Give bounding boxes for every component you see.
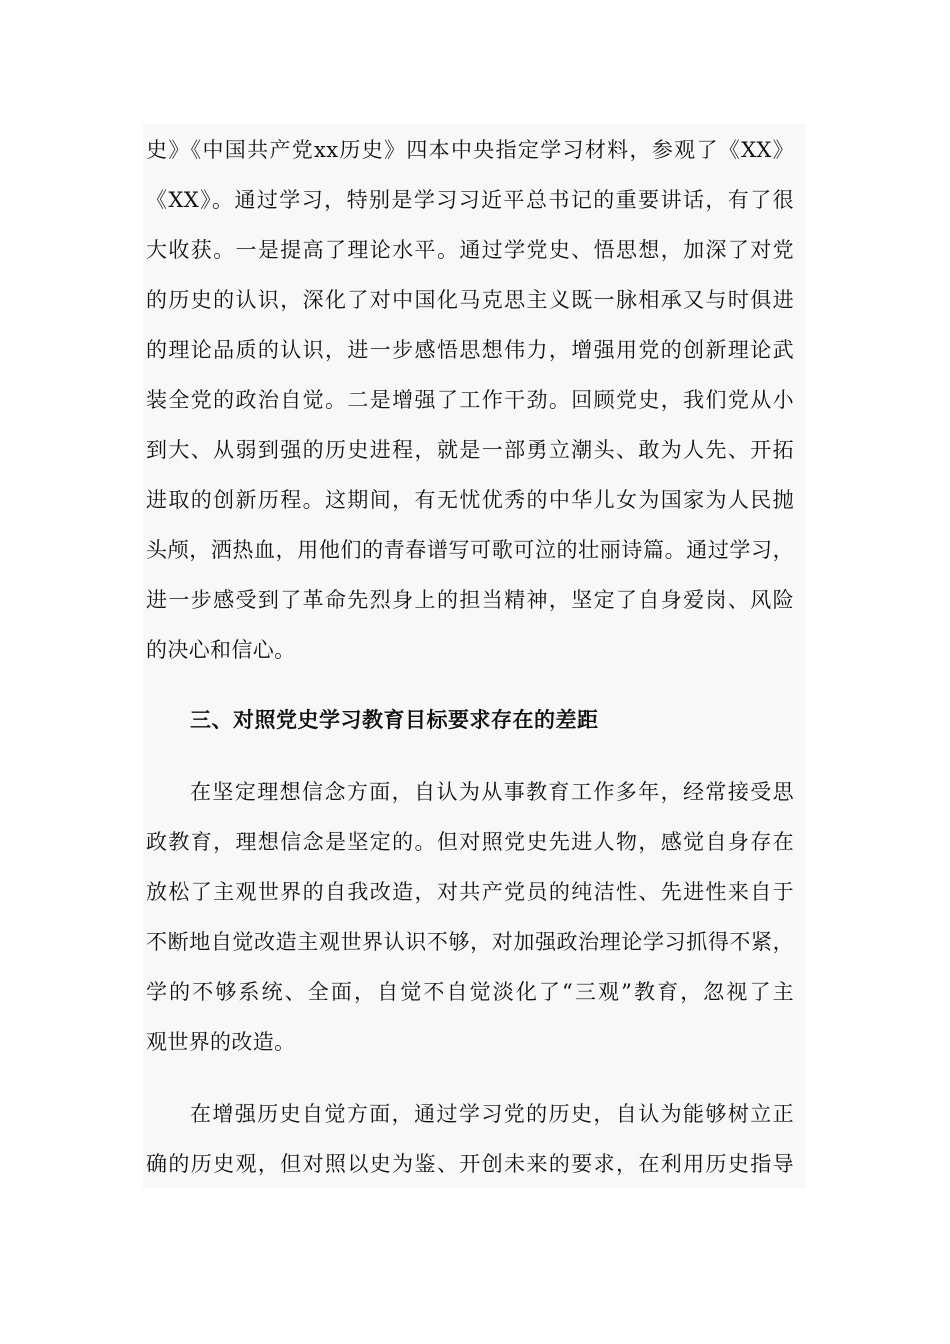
paragraph-3-line-1: 在增强历史自觉方面，通过学习党的历史，自认为能够树立正 xyxy=(190,1102,794,1126)
paragraph-3-line-2: 确的历史观，但对照以史为鉴、开创未来的要求，在利用历史指导 xyxy=(146,1152,794,1176)
paragraph-2-line-5: 学的不够系统、全面，自觉不自觉淡化了“三观”教育，忽视了主 xyxy=(146,980,794,1004)
paragraph-1-line-11: 的决心和信心。 xyxy=(146,638,296,662)
paragraph-1-line-5: 的理论品质的认识，进一步感悟思想伟力，增强用党的创新理论武 xyxy=(146,338,794,362)
paragraph-1-line-8: 进取的创新历程。这期间，有无忧优秀的中华儿女为国家为人民抛 xyxy=(146,488,794,512)
section-heading: 三、对照党史学习教育目标要求存在的差距 xyxy=(190,707,599,732)
paragraph-1-line-9: 头颅，洒热血，用他们的青春谱写可歌可泣的壮丽诗篇。通过学习， xyxy=(146,538,794,562)
paragraph-1-line-6: 装全党的政治自觉。二是增强了工作干劲。回顾党史，我们党从小 xyxy=(146,388,794,412)
paragraph-1-line-2: 《XX》。通过学习，特别是学习习近平总书记的重要讲话，有了很 xyxy=(146,188,794,212)
paragraph-2-line-3: 放松了主观世界的自我改造，对共产党员的纯洁性、先进性来自于 xyxy=(146,880,794,904)
paragraph-2-line-6: 观世界的改造。 xyxy=(146,1030,296,1054)
paragraph-2-line-1: 在坚定理想信念方面，自认为从事教育工作多年，经常接受思 xyxy=(190,780,794,804)
paragraph-1-line-4: 的历史的认识，深化了对中国化马克思主义既一脉相承又与时俱进 xyxy=(146,288,794,312)
paragraph-2-line-2: 政教育，理想信念是坚定的。但对照党史先进人物，感觉自身存在 xyxy=(146,830,794,854)
paragraph-1-line-7: 到大、从弱到强的历史进程，就是一部勇立潮头、敢为人先、开拓 xyxy=(146,438,794,462)
paragraph-2-line-4: 不断地自觉改造主观世界认识不够，对加强政治理论学习抓得不紧， xyxy=(146,930,794,954)
paragraph-1-line-3: 大收获。一是提高了理论水平。通过学党史、悟思想，加深了对党 xyxy=(146,238,794,262)
paragraph-1-line-10: 进一步感受到了革命先烈身上的担当精神，坚定了自身爱岗、风险 xyxy=(146,588,794,612)
paragraph-1-line-1: 史》《中国共产党xx历史》四本中央指定学习材料，参观了《XX》 xyxy=(146,138,794,162)
